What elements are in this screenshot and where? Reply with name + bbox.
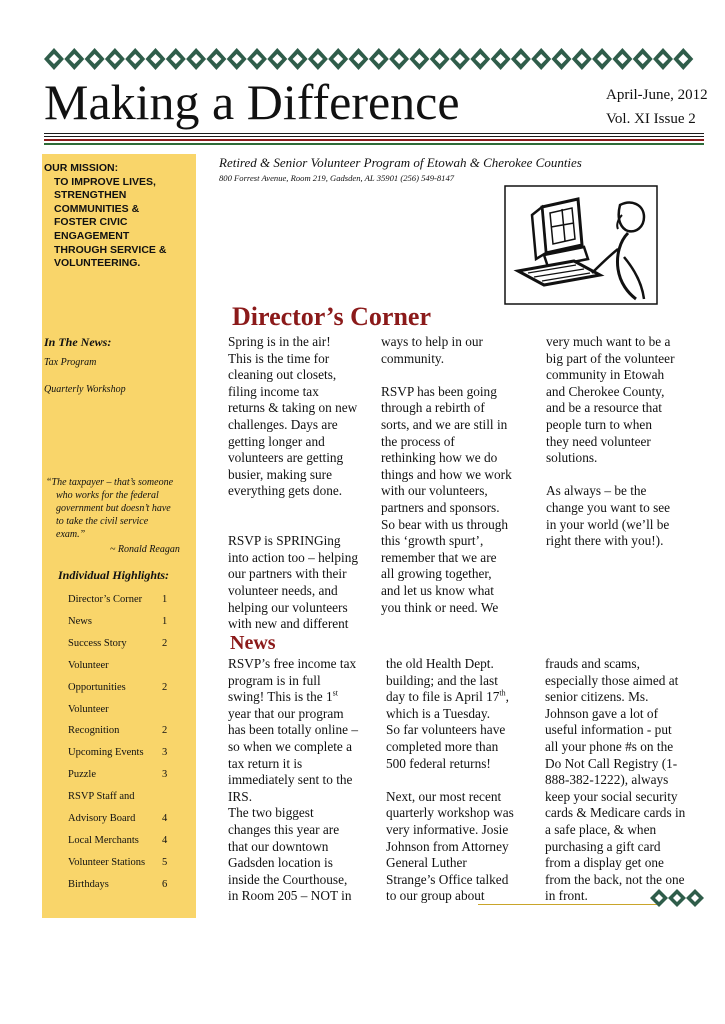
highlight-page: 4 [162,813,168,824]
mission-statement [44,162,194,271]
article-line [228,517,358,534]
mission-line: STRENGTHEN [54,189,127,202]
highlight-title: Volunteer [68,703,109,715]
quote-line: who works for the federal [56,490,159,501]
article-line [228,500,358,517]
article-line: with our volunteers, [381,483,488,499]
article-line: from the back, not the one [545,871,685,887]
highlight-page: 4 [162,834,168,846]
masthead-rule [44,136,704,137]
highlight-title: Local Merchants [68,834,139,846]
article-line: our partners with their [228,566,347,582]
article-line: so when we complete a [228,738,353,754]
article-line: you think or need. We [381,599,499,615]
article-line: The two biggest [228,805,314,821]
article-line: from a display get one [545,855,664,871]
highlight-title: Volunteer [68,659,109,671]
article-line: challenges. Days are [228,416,338,432]
in-the-news-heading: In The News: [44,335,112,349]
article-line: IRS. [228,788,253,804]
news-column [545,656,685,905]
highlight-item [68,638,192,652]
article-text: , [505,689,509,705]
highlight-item [68,616,192,630]
article-line: completed more than [386,738,499,754]
article-line: very informative. Josie [386,821,509,837]
ordinal-suffix: th [499,688,506,698]
quote-line: exam.” [56,529,86,540]
masthead-rule [44,133,704,134]
article-line: Johnson from Attorney [386,838,509,854]
directors-corner-column [228,334,358,633]
article-line: everything gets done. [228,483,343,499]
mission-line: OUR MISSION: [44,162,119,174]
article-line: ways to help in our [381,334,483,349]
article-line: in Room 205 – NOT in [228,888,352,904]
article-line: right there with you!). [546,533,664,549]
article-line: program is in full [228,672,321,688]
person-at-computer-icon [504,185,658,305]
article-line: year that our program [228,705,344,721]
highlight-item [68,857,192,871]
article-line: a safe place, & when [545,821,657,837]
article-text: day to file is April 17 [386,689,500,705]
highlight-item [68,879,192,893]
article-text: swing! This is the 1 [228,689,333,705]
highlight-title: Opportunities [68,681,126,693]
article-line: getting longer and [228,433,325,449]
footer-rule [478,904,658,905]
highlight-page: 2 [162,681,168,693]
quote-line: “The taxpayer – that’s someone [46,477,174,488]
highlight-title: Advisory Board [68,813,136,824]
article-line: So far volunteers have [386,722,506,738]
article-line: General Luther [386,855,467,871]
highlight-title: Recognition [68,725,120,737]
article-line: 500 federal returns! [386,755,491,771]
program-name: Retired & Senior Volunteer Program of Etowah & Cherokee Counties [219,155,582,170]
highlight-title: Success Story [68,637,127,649]
highlight-item [68,660,192,674]
article-line: things and how we work [381,466,512,482]
highlight-title: Director’s Corner [68,594,143,605]
article-line: people turn to when [546,416,652,432]
program-address: 800 Forrest Avenue, Room 219, Gadsden, AL 35901 (256) 549-8147 [219,173,455,183]
article-line [386,689,514,706]
news-column [228,656,358,905]
article-line: in your world (we’ll be [546,516,670,532]
article-line: RSVP’s free income tax [228,656,357,671]
article-line: Spring is in the air! [228,334,331,349]
article-line: inside the Courthouse, [228,871,348,887]
article-line: they need volunteer [546,433,651,449]
article-line: especially those aimed at [545,672,679,688]
mission-line: COMMUNITIES & [54,202,140,215]
highlight-title: Volunteer Stations [68,856,146,868]
highlight-title: Upcoming Events [68,747,144,759]
article-line: Do Not Call Registry (1- [545,755,678,771]
mission-line: TO IMPROVE LIVES, [54,175,156,188]
article-line: with new and different [228,616,349,632]
article-line: and let us know what [381,582,495,598]
article-line: This is the time for [228,350,330,366]
highlights-heading: Individual Highlights: [58,568,170,582]
article-line: As always – be the [546,483,647,499]
article-line: frauds and scams, [545,656,640,671]
article-line: immediately sent to the [228,772,353,788]
article-line: filing income tax [228,383,319,399]
article-line: all your phone #s on the [545,738,674,754]
quote-attribution: ~ Ronald Reagan [110,544,180,555]
article-line: community in Etowah [546,367,665,383]
highlight-page: 1 [162,615,168,627]
article-line [546,467,675,484]
highlight-item [68,682,192,696]
article-line: quarterly workshop was [386,805,514,821]
newsletter-title: Making a Difference [44,74,460,130]
highlight-item [68,791,192,805]
article-line: to our group about [386,888,485,904]
article-line: big part of the volunteer [546,350,675,366]
directors-corner-heading: Director’s Corner [232,302,431,331]
issue-date: April-June, 2012 [606,87,708,103]
article-line: rethinking how we do [381,450,498,466]
quote-line: to take the civil service [56,516,149,527]
article-line: through a rebirth of [381,400,485,416]
article-line: solutions. [546,450,598,466]
article-line [386,772,514,789]
issue-volume: Vol. XI Issue 2 [606,111,696,127]
article-line: 888-382-1222), always [545,772,669,788]
article-line: remember that we are [381,549,497,565]
diamond-pattern-band [44,46,694,72]
article-line: helping our volunteers [228,599,348,615]
news-heading: News [230,632,276,654]
masthead-rule-green [44,143,704,145]
article-line: and be a resource that [546,400,662,416]
highlight-item [68,704,192,718]
article-line: Strange’s Office talked [386,871,509,887]
article-line: that our downtown [228,838,329,854]
article-line: the process of [381,433,455,449]
article-line: partners and sponsors. [381,499,500,515]
article-line: has been totally online – [228,722,358,738]
in-the-news-item: Quarterly Workshop [44,384,126,395]
article-line: very much want to be a [546,334,671,349]
highlight-page: 3 [162,747,168,759]
article-line: tax return it is [228,755,303,771]
article-line: cleaning out closets, [228,367,337,383]
article-line: building; and the last [386,672,498,688]
article-line: volunteers are getting [228,450,344,466]
in-the-news-item: Tax Program [44,357,97,368]
sidebar-quote [46,476,194,541]
masthead-rule-red [44,139,704,141]
article-line: changes this year are [228,821,340,837]
directors-corner-column [381,334,512,616]
highlight-item [68,725,192,739]
article-line: RSVP has been going [381,383,497,399]
article-line: this ‘growth spurt’, [381,533,484,549]
article-line: community. [381,350,445,366]
article-line: sorts, and we are still in [381,416,508,432]
article-line: returns & taking on new [228,400,358,416]
highlight-item [68,769,192,783]
article-line [381,367,512,384]
article-line: which is a Tuesday. [386,705,491,721]
highlight-title: RSVP Staff and [68,791,135,803]
highlight-item [68,835,192,849]
highlight-page: 3 [162,769,168,781]
news-column [386,656,514,905]
highlight-page: 5 [162,856,168,868]
article-line: busier, making sure [228,466,332,482]
article-line: Johnson gave a lot of [545,705,659,721]
article-line: and Cherokee County, [546,383,665,399]
highlight-page: 2 [162,725,168,737]
corner-diamond-icon [650,888,704,908]
article-line: useful information - put [545,722,672,738]
article-line: Next, our most recent [386,788,502,804]
highlight-item [68,813,192,827]
highlight-item [68,594,192,608]
article-line: So bear with us through [381,516,509,532]
ordinal-suffix: st [332,688,338,698]
article-line: into action too – helping [228,549,358,565]
article-line: the old Health Dept. [386,656,494,671]
article-line: volunteer needs, and [228,582,338,598]
mission-line: FOSTER CIVIC [54,216,128,229]
article-line: all growing together, [381,566,492,582]
article-line: senior citizens. Ms. [545,689,649,705]
mission-line: THROUGH SERVICE & [54,243,167,256]
article-line: in front. [545,888,588,904]
mission-line: VOLUNTEERING. [54,257,141,270]
article-line: RSVP is SPRINGing [228,533,341,549]
article-line: purchasing a gift card [545,838,661,854]
highlight-title: Puzzle [68,769,96,781]
highlight-page: 1 [162,594,168,605]
highlight-title: News [68,615,92,627]
article-line [228,689,358,706]
article-line: change you want to see [546,499,671,515]
highlight-item [68,747,192,761]
article-line: cards & Medicare cards in [545,805,686,821]
highlight-title: Birthdays [68,878,109,890]
highlight-page: 2 [162,637,168,649]
directors-corner-column [546,334,675,550]
article-line: Gadsden location is [228,855,333,871]
article-line: keep your social security [545,788,678,804]
quote-line: government but doesn’t have [56,503,171,514]
mission-line: ENGAGEMENT [54,229,130,242]
highlight-page: 6 [162,878,168,890]
